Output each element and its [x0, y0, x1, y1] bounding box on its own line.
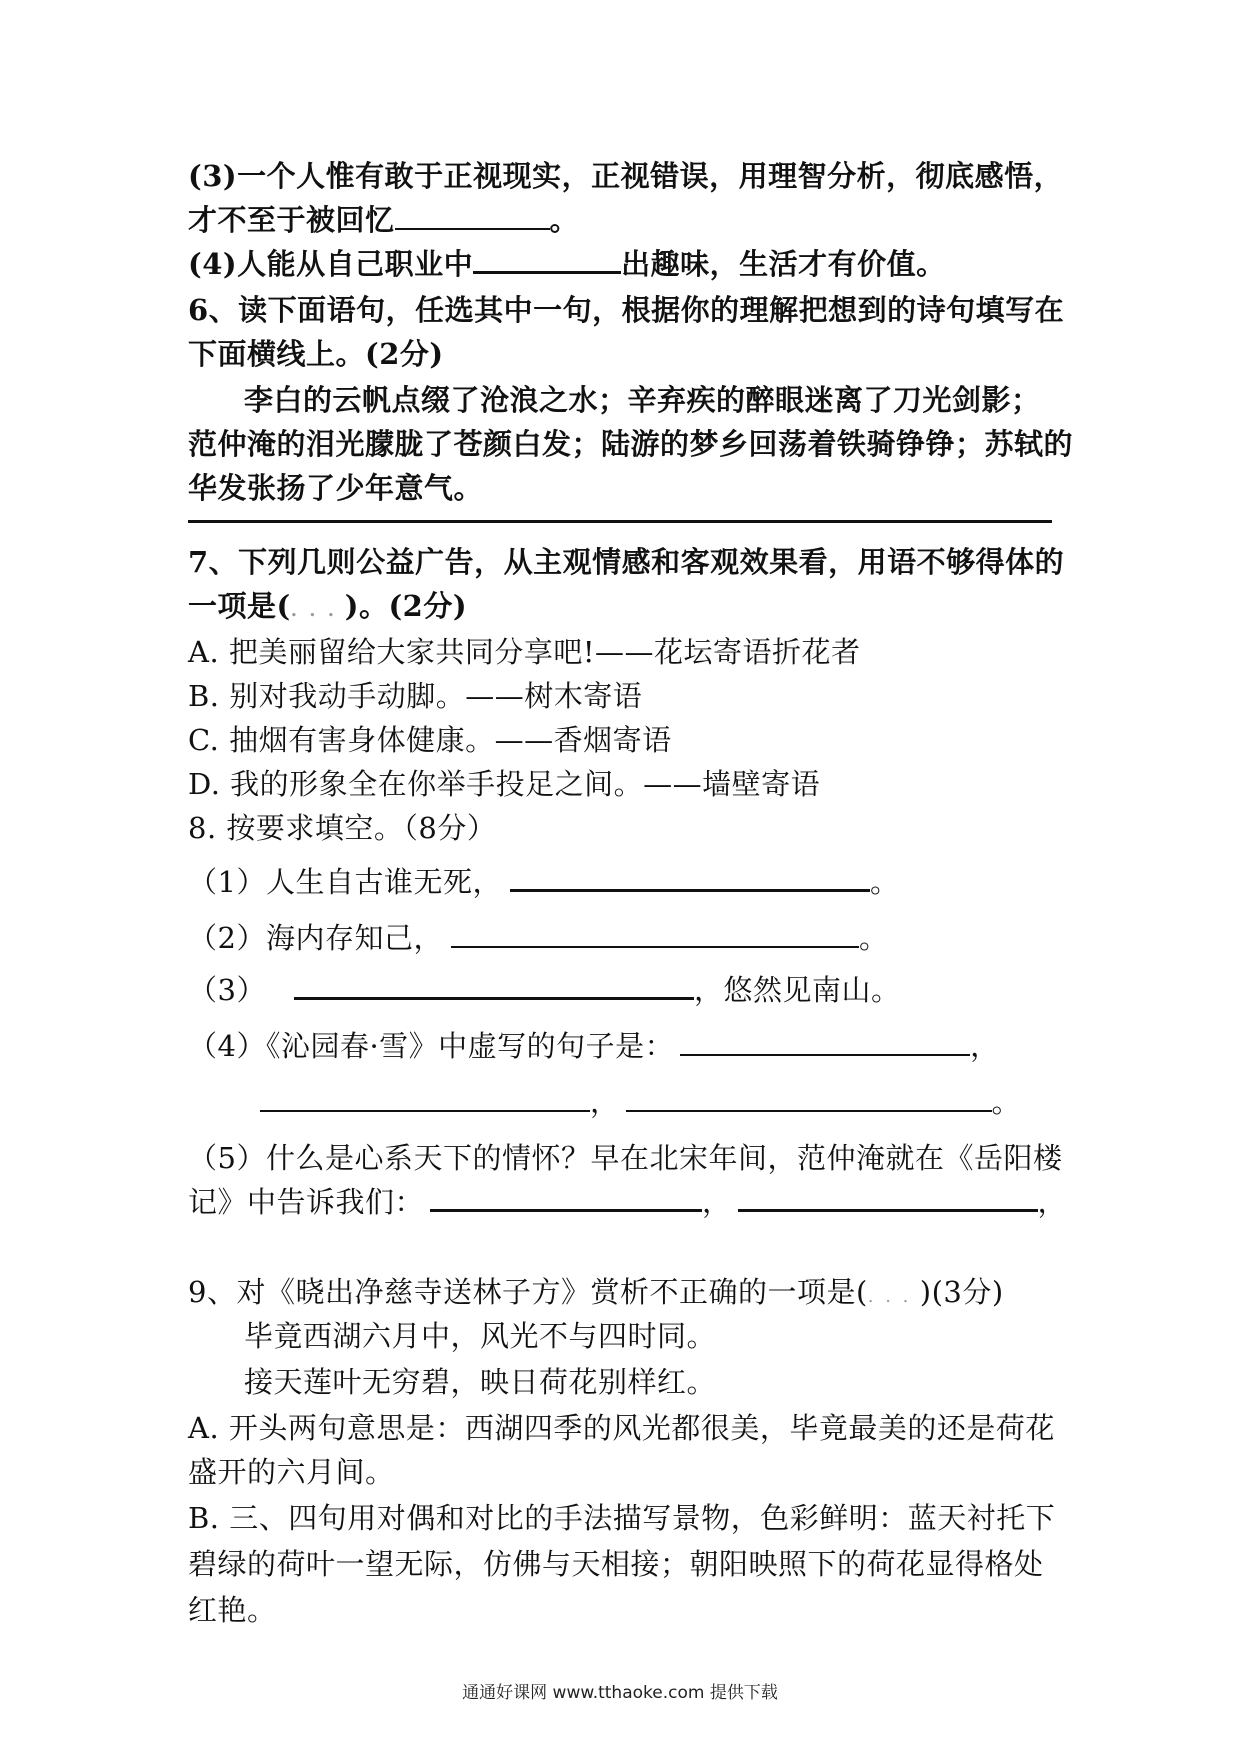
- q6-answer-line[interactable]: [188, 520, 1052, 523]
- q8-item4-line1: [188, 1024, 1000, 1068]
- q6-passage-line1: 李白的云帆点缀了沧浪之水；辛弃疾的醉眼迷离了刀光剑影；: [244, 383, 1041, 417]
- q6-title-line1: 6、读下面语句，任选其中一句，根据你的理解把想到的诗句填写在: [188, 293, 1065, 327]
- q8-item5-line2: [188, 1180, 1067, 1224]
- q9-title: [188, 1270, 1004, 1319]
- q8-item4-comma2: ，: [590, 1085, 620, 1119]
- q8-item2-blank[interactable]: [451, 920, 859, 948]
- q6-title-line2: 下面横线上。(2分): [188, 337, 444, 371]
- q8-item3: [188, 968, 900, 1012]
- q9-option-b-line1: B. 三、四句用对偶和对比的手法描写景物，色彩鲜明：蓝天衬托下: [188, 1501, 1056, 1535]
- q7-option-a: A. 把美丽留给大家共同分享吧!——花坛寄语折花者: [188, 635, 861, 669]
- q8-item5-comma1: ，: [702, 1185, 732, 1219]
- q8-item5-comma2: ，: [1037, 1185, 1068, 1219]
- q9-answer-slot[interactable]: . . .: [867, 1286, 912, 1307]
- q5-item3-end: 。: [549, 203, 580, 237]
- q8-item3-blank[interactable]: [294, 971, 694, 1000]
- q9-poem-line1: 毕竟西湖六月中，风光不与四时同。: [244, 1319, 717, 1353]
- q5-item3-text: 才不至于被回忆: [188, 203, 395, 237]
- q6-passage-line2: 范仲淹的泪光朦胧了苍颜白发；陆游的梦乡回荡着铁骑铮铮；苏轼的: [188, 427, 1074, 461]
- q9-title-pre: 9、对《晓出净慈寺送林子方》赏析不正确的一项是(: [188, 1275, 868, 1309]
- q7-title-line2: [188, 584, 467, 633]
- q8-item5-line1: （5）什么是心系天下的情怀？早在北宋年间，范仲淹就在《岳阳楼: [188, 1141, 1063, 1175]
- q9-option-b-line2: 碧绿的荷叶一望无际，仿佛与天相接；朝阳映照下的荷花显得格处: [188, 1547, 1044, 1581]
- q6-passage-line3: 华发张扬了少年意气。: [188, 471, 484, 505]
- q8-item4-blank3[interactable]: [626, 1084, 992, 1112]
- q9-option-b-line3: 红艳。: [188, 1593, 277, 1627]
- q7-option-c: C. 抽烟有害身体健康。——香烟寄语: [188, 723, 672, 757]
- q8-item1-blank[interactable]: [510, 863, 870, 892]
- q5-item3-line1: (3)一个人惟有敢于正视现实，正视错误，用理智分析，彻底感悟，: [188, 159, 1064, 193]
- q7-title-line1: 7、下列几则公益广告，从主观情感和客观效果看，用语不够得体的: [188, 545, 1065, 579]
- q9-poem-line2: 接天莲叶无穷碧，映日荷花别样红。: [244, 1365, 717, 1399]
- q5-item3-blank[interactable]: [395, 202, 550, 230]
- q8-item4-comma1: ，: [970, 1029, 1000, 1063]
- q5-item4-post: 出趣味，生活才有价值。: [621, 247, 946, 281]
- q8-item5-blank2[interactable]: [738, 1183, 1038, 1212]
- q8-item4-pre: （4）《沁园春·雪》中虚写的句子是：: [188, 1029, 675, 1063]
- q8-item2-end: 。: [858, 921, 889, 955]
- q8-item1-end: 。: [869, 865, 900, 899]
- q7-title-pre: 一项是(: [188, 589, 291, 623]
- q7-title-post: )。(2分): [344, 589, 468, 623]
- q5-item4-blank[interactable]: [473, 245, 621, 274]
- q8-item3-post: ，悠然见南山。: [693, 973, 901, 1007]
- q8-item1: [188, 860, 899, 904]
- q8-item2: [188, 916, 888, 960]
- q8-item1-pre: （1）人生自古谁无死，: [188, 865, 502, 899]
- q8-item5-blank1[interactable]: [430, 1183, 702, 1212]
- q8-item3-pre: （3）: [188, 973, 266, 1007]
- q9-option-a-line1: A. 开头两句意思是：西湖四季的风光都很美，毕竟最美的还是荷花: [188, 1411, 1055, 1445]
- q5-item4-pre: (4)人能从自己职业中: [188, 247, 474, 281]
- q8-item4-line2: [188, 1080, 1021, 1124]
- q5-item4: [188, 242, 946, 286]
- q7-answer-slot[interactable]: . . .: [290, 600, 338, 621]
- q8-title: 8. 按要求填空。（8分）: [188, 811, 497, 845]
- q7-option-d: D. 我的形象全在你举手投足之间。——墙壁寄语: [188, 767, 821, 801]
- q9-title-post: )(3分): [919, 1275, 1004, 1309]
- q8-item4-period: 。: [991, 1085, 1022, 1119]
- q8-item2-pre: （2）海内存知己，: [188, 921, 443, 955]
- q8-item4-blank1[interactable]: [680, 1028, 970, 1056]
- footer-credit: 通通好课网 www.tthaoke.com 提供下载: [462, 1683, 778, 1703]
- q9-option-a-line2: 盛开的六月间。: [188, 1455, 395, 1489]
- q7-option-b: B. 别对我动手动脚。——树木寄语: [188, 679, 643, 713]
- q8-item4-blank2[interactable]: [260, 1084, 590, 1112]
- q5-item3-line2: [188, 198, 579, 242]
- q8-item5-pre: 记》中告诉我们：: [188, 1185, 425, 1219]
